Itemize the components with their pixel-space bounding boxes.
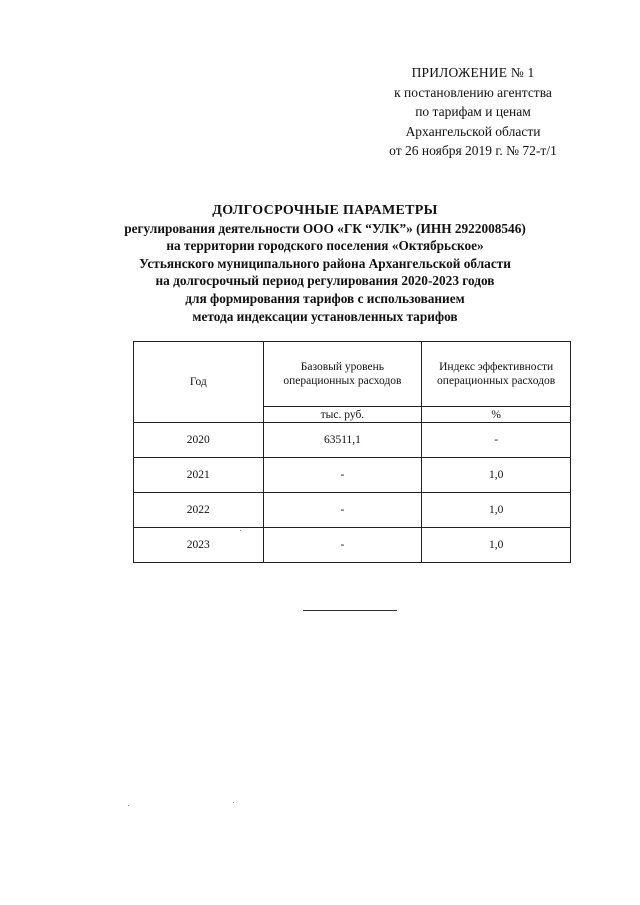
appendix-line-1: к постановлению агентства	[394, 84, 552, 100]
cell-year: 2022	[134, 493, 264, 528]
signature-divider	[303, 610, 397, 611]
table-row	[134, 493, 571, 528]
cell-year: 2021	[134, 458, 264, 493]
cell-base-level: -	[263, 493, 422, 528]
scan-speck	[128, 805, 129, 806]
cell-year: 2023	[134, 528, 264, 563]
unit-base-level: тыс. руб.	[263, 407, 422, 423]
cell-efficiency-index: 1,0	[422, 458, 571, 493]
document-heading	[90, 202, 560, 325]
scan-speck	[233, 802, 234, 803]
cell-year: 2020	[134, 423, 264, 458]
header-year: Год	[134, 342, 264, 423]
cell-efficiency-index: -	[422, 423, 571, 458]
header-efficiency-index: Индекс эффективности операционных расходов	[422, 342, 571, 407]
appendix-line-3: Архангельской области	[405, 123, 541, 139]
table-row	[134, 458, 571, 493]
appendix-line-4: от 26 ноября 2019 г. № 72-т/1	[389, 143, 557, 158]
cell-efficiency-index: 1,0	[422, 528, 571, 563]
cell-base-level: 63511,1	[263, 423, 422, 458]
appendix-title: ПРИЛОЖЕНИЕ № 1	[411, 65, 535, 80]
parameters-table	[133, 341, 571, 563]
unit-efficiency-index: %	[422, 407, 571, 423]
cell-efficiency-index: 1,0	[422, 493, 571, 528]
cell-base-level: -	[263, 458, 422, 493]
heading-line: Устьянского муниципального района Архангельской области	[139, 255, 511, 271]
heading-line: регулирования деятельности ООО «ГК “УЛК”» (ИНН 2922008546)	[124, 220, 526, 236]
heading-line: для формирования тарифов с использованием	[185, 290, 465, 306]
table-header-row	[134, 342, 571, 407]
table-row	[134, 528, 571, 563]
scan-speck	[240, 530, 241, 531]
table-row	[134, 423, 571, 458]
heading-line: метода индексации установленных тарифов	[192, 308, 458, 324]
appendix-line-2: по тарифам и ценам	[415, 104, 531, 119]
document-title: ДОЛГОСРОЧНЫЕ ПАРАМЕТРЫ	[212, 203, 438, 218]
appendix-block	[362, 63, 584, 161]
cell-base-level: -	[263, 528, 422, 563]
heading-line: на территории городского поселения «Октябрьское»	[166, 238, 484, 254]
heading-line: на долгосрочный период регулирования 2020-2023 годов	[155, 273, 495, 289]
header-base-level: Базовый уровень операционных расходов	[263, 342, 422, 407]
